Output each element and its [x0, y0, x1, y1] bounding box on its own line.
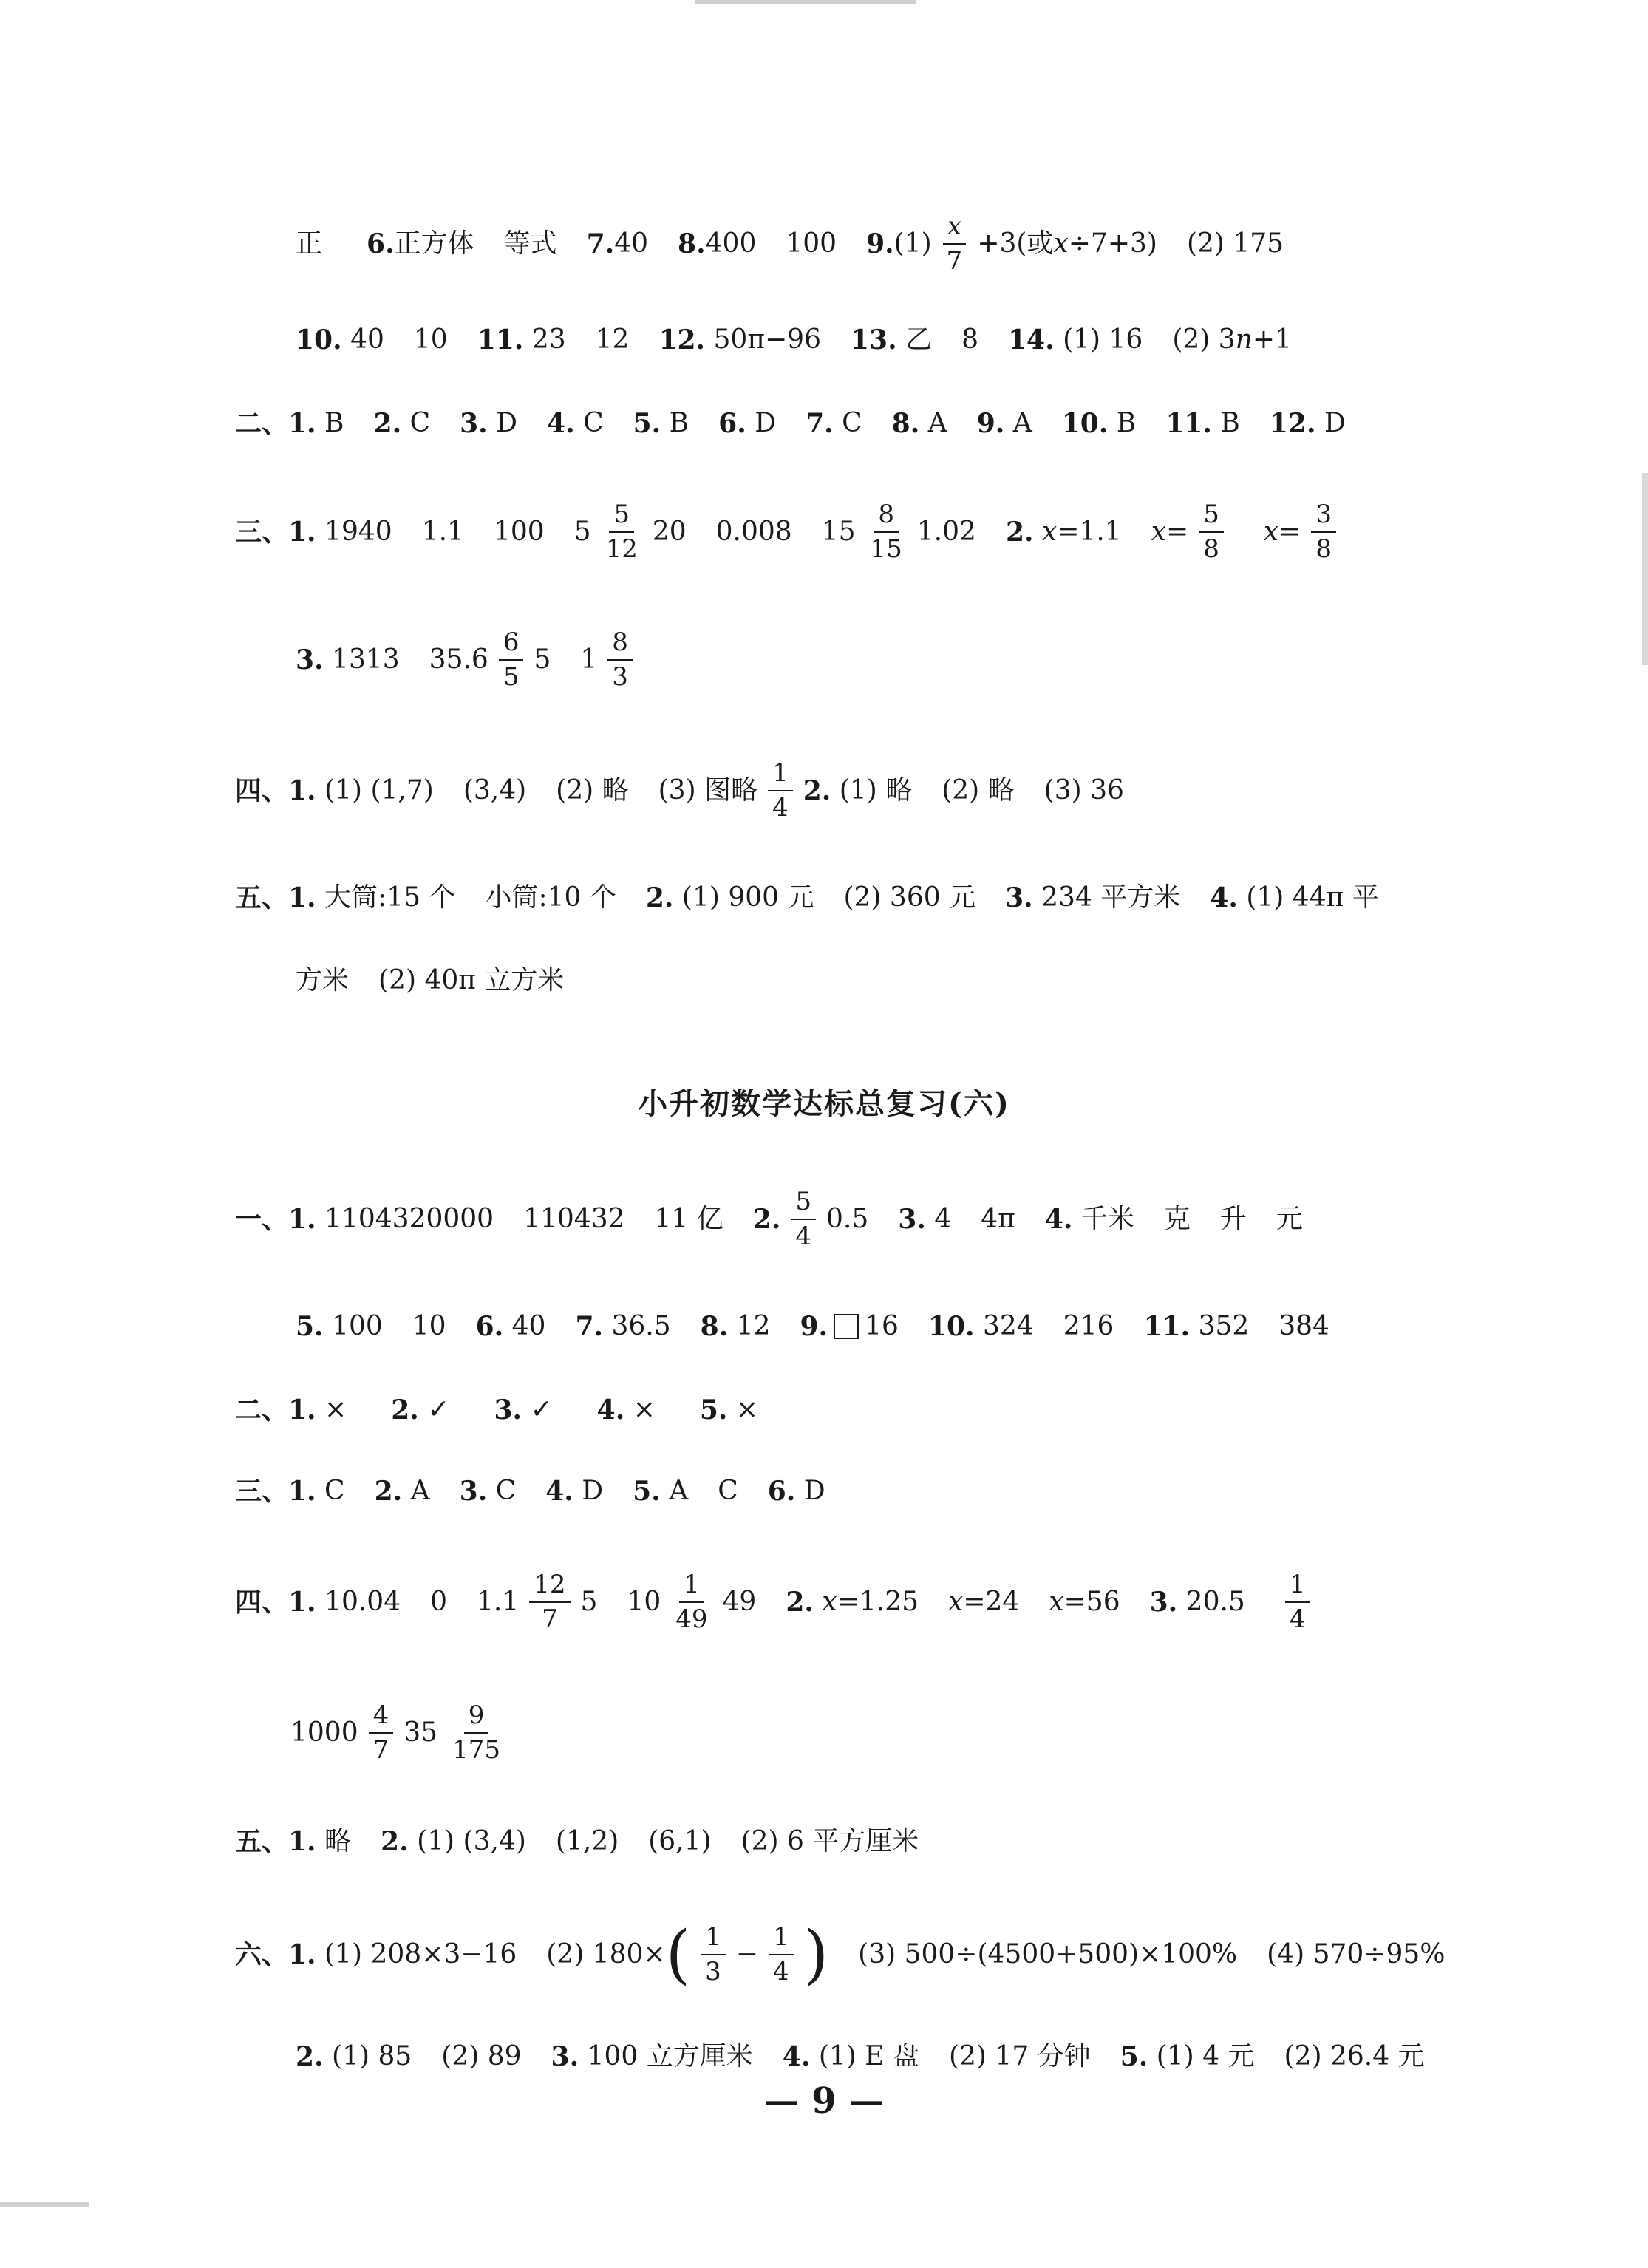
- answer-text: 20: [652, 517, 687, 547]
- answer-text: (1) (1,7): [324, 775, 434, 806]
- answer-text: 1000: [290, 1717, 358, 1748]
- answer-line: [296, 211, 1284, 277]
- answer-text: 1104320000: [324, 1204, 494, 1234]
- item-number: 11.: [477, 324, 524, 355]
- answer-text: (2) 175: [1186, 228, 1284, 259]
- answer-text: 40: [511, 1311, 546, 1341]
- answer-text: (1,2): [555, 1826, 619, 1856]
- answer-text: 10.04: [324, 1587, 401, 1617]
- item-number: 14.: [1008, 324, 1055, 355]
- answer-text: (3) 500÷(4500+500)×100%: [858, 1939, 1238, 1969]
- item-number: 4.: [596, 1394, 625, 1426]
- answer-text: B: [1116, 408, 1137, 438]
- variable: x: [1049, 1587, 1064, 1617]
- answer-text: 16: [865, 1311, 899, 1341]
- answer-line: [235, 1182, 1303, 1256]
- answer-text: (1) E 盘: [818, 2041, 919, 2071]
- page-number: — 9 —: [763, 2080, 885, 2122]
- item-number: 3.: [551, 2041, 579, 2072]
- item-number: 10.: [296, 324, 342, 355]
- item-number: 6.: [475, 1311, 504, 1342]
- answer-line: [235, 883, 1379, 913]
- item-number: 5.: [699, 1394, 728, 1426]
- item-number: 四、1.: [235, 1587, 316, 1618]
- item-number: 3.: [1149, 1587, 1178, 1618]
- item-number: 2.: [645, 882, 674, 913]
- item-number: 5.: [296, 1311, 324, 1342]
- item-number: 7.: [586, 228, 615, 259]
- variable: x: [1041, 517, 1058, 547]
- answer-text: 110432: [523, 1204, 625, 1234]
- item-number: 2.: [381, 1826, 409, 1857]
- item-number: 8.: [891, 408, 920, 439]
- answer-text: 400: [705, 228, 757, 259]
- answer-line: [235, 409, 1346, 438]
- fraction: $\frac{1}{4}$: [768, 760, 793, 823]
- item-number: 2.: [374, 1476, 403, 1507]
- scan-edge: [1642, 473, 1648, 665]
- answer-text: 216: [1063, 1311, 1114, 1341]
- answer-text: 36.5: [611, 1311, 671, 1341]
- answer-text: 4π: [981, 1204, 1015, 1234]
- answer-text: 正方体: [394, 228, 474, 259]
- answer-text: A: [1012, 408, 1032, 438]
- fraction: $\frac{8}{3}$: [607, 629, 633, 692]
- item-number: 6.: [718, 408, 746, 439]
- answer-text: 等式: [503, 228, 557, 259]
- fraction: $\frac{8}{15}$: [870, 499, 902, 564]
- item-number: 2.: [1005, 517, 1034, 548]
- item-number: 2.: [296, 2041, 324, 2072]
- answer-text: 0.5: [826, 1204, 869, 1234]
- answer-text: 40: [614, 228, 649, 259]
- item-number: 2.: [391, 1394, 419, 1426]
- answer-text: (1) 4 元: [1156, 2041, 1255, 2071]
- fraction: $\frac{4}{7}$: [369, 1702, 394, 1765]
- answer-text: 升: [1219, 1204, 1247, 1234]
- answer-text: C: [409, 408, 431, 438]
- answer-line: [296, 325, 1292, 355]
- item-number: 四、1.: [235, 775, 316, 806]
- answer-text: 12: [595, 324, 630, 355]
- fraction: $\frac{5}{8}$: [1199, 501, 1224, 564]
- answer-text: C: [583, 408, 604, 438]
- answer-line: [290, 1696, 515, 1770]
- answer-text: 15: [821, 517, 856, 547]
- item-number: 8.: [678, 228, 706, 259]
- answer-text: 1940: [324, 517, 392, 547]
- answer-text: 40: [350, 324, 384, 355]
- answer-text: (1) 208×3−16: [324, 1939, 517, 1969]
- answer-text: =1.1: [1057, 517, 1122, 547]
- answer-text: 0.008: [715, 517, 792, 547]
- answer-text: 元: [1276, 1204, 1303, 1234]
- item-number: 9.: [866, 228, 894, 259]
- item-number: 三、1.: [235, 517, 316, 548]
- answer-text: ×: [735, 1394, 759, 1425]
- answer-text: 100 立方厘米: [587, 2041, 753, 2071]
- answer-text: (3,4): [463, 775, 527, 806]
- variable: n: [1235, 324, 1253, 355]
- answer-line: [296, 1312, 1329, 1341]
- answer-text: (1) 900 元: [681, 882, 814, 913]
- variable: x: [1053, 228, 1069, 259]
- item-number: 2.: [373, 408, 402, 439]
- fraction: $\frac{x}{7}$: [942, 213, 967, 276]
- answer-text: A: [410, 1476, 430, 1506]
- answer-text: 小筒:10 个: [485, 882, 616, 913]
- answer-line: [235, 1918, 1445, 1992]
- answer-text: D: [1324, 408, 1346, 438]
- item-number: 3.: [460, 408, 488, 439]
- answer-text: D: [803, 1476, 825, 1506]
- item-number: 4.: [1044, 1204, 1073, 1235]
- answer-text: 352: [1198, 1311, 1250, 1341]
- answer-text: 方米: [296, 965, 350, 995]
- answer-text: A: [927, 408, 947, 438]
- answer-text: ×: [324, 1394, 347, 1425]
- variable: x: [822, 1587, 837, 1617]
- answer-text: C: [718, 1476, 738, 1506]
- answer-text: (1) 44π 平: [1246, 882, 1379, 913]
- fraction: $\frac{1}{49}$: [675, 1569, 708, 1634]
- answer-line: [296, 2042, 1425, 2071]
- answer-text: 1: [580, 644, 598, 675]
- answer-text: 8: [961, 324, 978, 355]
- answer-text: (2) 360 元: [843, 882, 976, 913]
- item-number: 13.: [850, 324, 897, 355]
- answer-text: 12: [736, 1311, 771, 1341]
- answer-text: =24: [963, 1587, 1020, 1617]
- item-number: 2.: [752, 1204, 781, 1235]
- answer-text: −: [735, 1939, 758, 1969]
- answer-text: C: [324, 1476, 345, 1506]
- answer-text: (2) 6 平方厘米: [740, 1826, 919, 1856]
- left-paren: (: [665, 1918, 691, 1992]
- answer-text: 100: [786, 228, 837, 259]
- answer-text: (2) 略: [942, 775, 1015, 806]
- answer-text: =: [1166, 517, 1189, 547]
- answer-line: [296, 623, 643, 697]
- item-number: 10.: [1061, 408, 1109, 439]
- answer-text: 1.1: [421, 517, 464, 547]
- answer-text: 5: [580, 1587, 598, 1617]
- answer-text: 23: [531, 324, 566, 355]
- answer-text: (2) 40π 立方米: [378, 965, 565, 995]
- item-number: 3.: [494, 1394, 522, 1426]
- item-number: 6.: [367, 228, 395, 259]
- scan-edge: [695, 0, 916, 4]
- answer-text: 正: [296, 228, 323, 259]
- item-number: 9.: [800, 1311, 828, 1342]
- item-number: 11.: [1165, 408, 1212, 439]
- answer-text: 100: [332, 1311, 383, 1341]
- answer-text: 克: [1163, 1204, 1191, 1234]
- fraction: $\frac{9}{175}$: [452, 1700, 500, 1765]
- item-number: 2.: [786, 1587, 814, 1618]
- blank-square: [834, 1314, 859, 1339]
- variable: x: [1263, 517, 1279, 547]
- answer-text: (3) 图略: [658, 775, 758, 806]
- item-number: 二、1.: [235, 1394, 316, 1426]
- answer-text: +1: [1252, 324, 1292, 355]
- answer-text: (3) 36: [1043, 775, 1124, 806]
- answer-text: 10: [413, 324, 448, 355]
- answer-text: D: [755, 408, 777, 438]
- answer-text: ✓: [530, 1394, 553, 1425]
- section-title: 小升初数学达标总复习(六): [638, 1086, 1010, 1121]
- answer-text: 1.1: [477, 1587, 520, 1617]
- answer-text: B: [1220, 408, 1240, 438]
- answer-text: =: [1278, 517, 1301, 547]
- item-number: 4.: [1210, 882, 1238, 913]
- item-number: 4.: [782, 2041, 811, 2072]
- item-number: 5.: [633, 408, 661, 439]
- answer-text: 10: [627, 1587, 661, 1617]
- item-number: 6.: [767, 1476, 796, 1507]
- item-number: 2.: [803, 775, 831, 806]
- answer-text: C: [495, 1476, 517, 1506]
- variable: x: [948, 1587, 964, 1617]
- answer-text: 11 亿: [654, 1204, 723, 1234]
- answer-line: [235, 754, 1124, 828]
- item-number: 5.: [1120, 2041, 1148, 2072]
- answer-text: 324: [983, 1311, 1034, 1341]
- scan-edge: [0, 2202, 89, 2207]
- item-number: 二、1.: [235, 408, 316, 439]
- answer-text: D: [582, 1476, 604, 1506]
- answer-text: 略: [324, 1826, 352, 1856]
- item-number: 7.: [806, 408, 834, 439]
- fraction: $\frac{3}{8}$: [1311, 501, 1336, 564]
- answer-text: 35: [404, 1717, 438, 1748]
- item-number: 4.: [547, 408, 575, 439]
- answer-text: 大筒:15 个: [324, 882, 456, 913]
- answer-text: 1.02: [916, 517, 976, 547]
- answer-text: (1) 85: [332, 2041, 412, 2071]
- answer-line: [235, 1477, 825, 1506]
- answer-text: 35.6: [429, 644, 488, 675]
- item-number: 5.: [633, 1476, 661, 1507]
- answer-text: (2) 17 分钟: [948, 2041, 1091, 2071]
- fraction: $\frac{1}{3}$: [701, 1924, 726, 1986]
- answer-text: B: [324, 408, 344, 438]
- answer-text: (2) 89: [441, 2041, 522, 2071]
- answer-text: (1) (3,4): [417, 1826, 526, 1856]
- answer-text: 0: [430, 1587, 448, 1617]
- answer-text: (1): [893, 228, 932, 259]
- answer-text: (2) 180×: [546, 1939, 666, 1969]
- answer-text: =56: [1063, 1587, 1120, 1617]
- variable: x: [1151, 517, 1167, 547]
- item-number: 12.: [1269, 408, 1316, 439]
- fraction: $\frac{6}{5}$: [499, 629, 524, 692]
- answer-line: [235, 1395, 758, 1425]
- answer-text: 4: [934, 1204, 952, 1234]
- fraction: $\frac{1}{4}$: [1285, 1571, 1310, 1634]
- answer-text: =1.25: [837, 1587, 919, 1617]
- answer-text: 乙: [905, 324, 933, 355]
- answer-line: [235, 1827, 919, 1856]
- fraction: $\frac{12}{7}$: [529, 1571, 570, 1634]
- answer-text: (2) 略: [556, 775, 629, 806]
- answer-text: ÷7+3): [1068, 228, 1157, 259]
- item-number: 10.: [927, 1311, 975, 1342]
- answer-line: [235, 1565, 1320, 1639]
- fraction: $\frac{1}{4}$: [769, 1924, 794, 1986]
- answer-text: ✓: [427, 1394, 450, 1425]
- item-number: 4.: [545, 1476, 573, 1507]
- answer-text: 千米: [1080, 1204, 1134, 1234]
- answer-text: (1) 略: [839, 775, 913, 806]
- answer-text: (4) 570÷95%: [1267, 1939, 1446, 1969]
- fraction: $\frac{5}{4}$: [791, 1188, 816, 1251]
- item-number: 六、1.: [235, 1939, 316, 1970]
- answer-text: 49: [722, 1587, 757, 1617]
- item-number: 五、1.: [235, 882, 316, 913]
- answer-text: B: [669, 408, 689, 438]
- item-number: 3.: [296, 644, 324, 675]
- answer-text: (6,1): [648, 1826, 712, 1856]
- answer-text: (2) 3: [1172, 324, 1236, 355]
- item-number: 3.: [1005, 882, 1033, 913]
- item-number: 五、1.: [235, 1826, 316, 1857]
- answer-text: ×: [633, 1394, 656, 1425]
- answer-text: A: [669, 1476, 689, 1506]
- answer-text: (2) 26.4 元: [1284, 2041, 1425, 2071]
- answer-text: D: [496, 408, 518, 438]
- item-number: 7.: [575, 1311, 604, 1342]
- answer-text: 5: [534, 644, 551, 675]
- answer-text: 50π−96: [713, 324, 821, 355]
- item-number: 11.: [1143, 1311, 1191, 1342]
- answer-text: (1) 16: [1063, 324, 1143, 355]
- item-number: 3.: [459, 1476, 488, 1507]
- answer-text: 1313: [332, 644, 400, 675]
- answer-text: 234 平方米: [1041, 882, 1181, 913]
- answer-text: 5: [573, 517, 591, 547]
- fraction: $\frac{5}{12}$: [605, 499, 638, 564]
- answer-text: 10: [412, 1311, 446, 1341]
- answer-text: +3(或: [977, 228, 1054, 259]
- answer-text: 100: [493, 517, 545, 547]
- item-number: 9.: [976, 408, 1005, 439]
- item-number: 12.: [658, 324, 706, 355]
- right-paren: ): [803, 1918, 829, 1992]
- answer-line: [235, 495, 1346, 569]
- item-number: 一、1.: [235, 1204, 316, 1235]
- item-number: 3.: [898, 1204, 926, 1235]
- answer-text: C: [842, 408, 862, 438]
- answer-text: 384: [1278, 1311, 1329, 1341]
- answer-line: [296, 966, 564, 995]
- item-number: 三、1.: [235, 1476, 316, 1507]
- answer-text: 20.5: [1185, 1587, 1245, 1617]
- item-number: 8.: [700, 1311, 729, 1342]
